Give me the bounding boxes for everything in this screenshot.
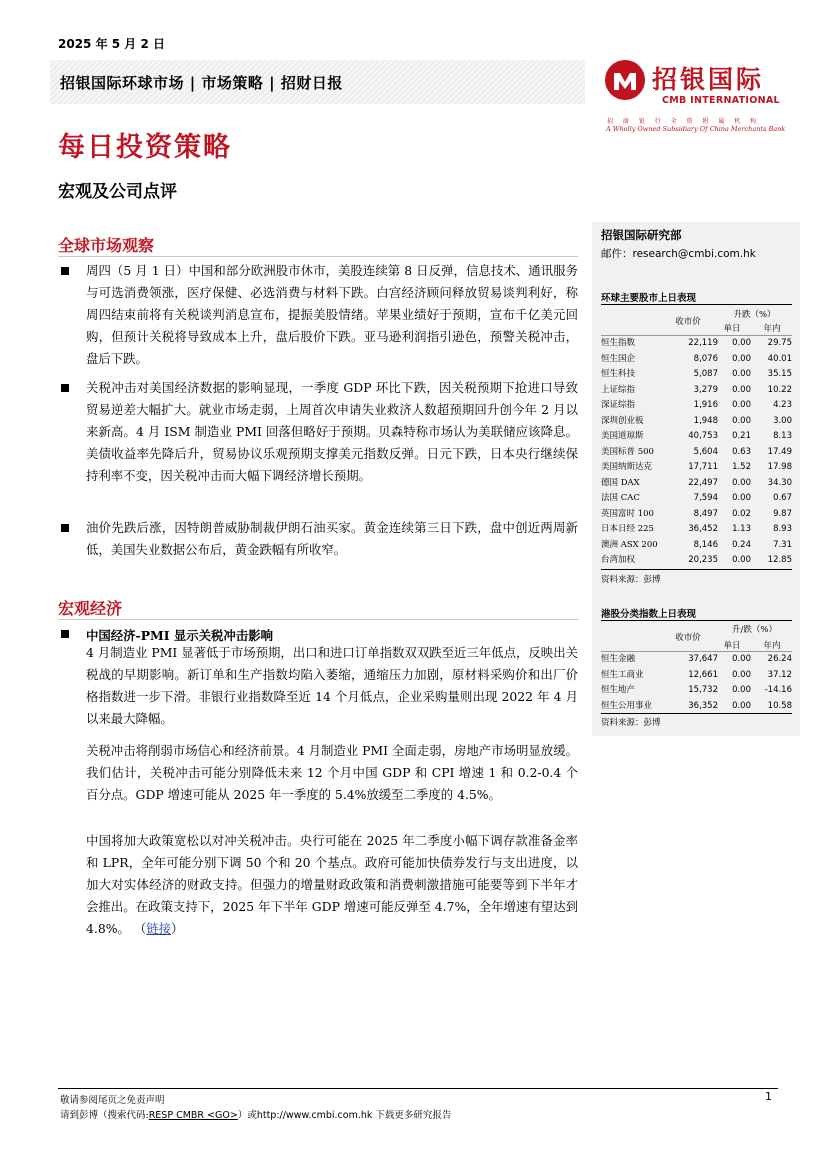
global-bullet-3: 油价先跌后涨，因特朗普威胁制裁伊朗石油买家。黄金连续第三日下跌，盘中创近两周新低，美国失业数据公布后，黄金跌幅有所收窄。 [86, 520, 578, 557]
cell-ytd: 9.87 [773, 508, 792, 519]
macro-paragraph-3-text: 中国将加大政策宽松以对冲关税冲击。央行可能在 2025 年二季度小幅下调存款准备金率和 LPR，全年可能分别下调 50 个和 20 个基点。政府可能加快债券发行与支出进度，以加大对实体经济的财政支持。但强力的增量财政政策和消费刺激措施可能要等到下半年才会推出。在政策支持下，2025 年下半年 GDP 增速可能反弹至 4.7%，全年增速有望达到 4.8%。 [86, 833, 578, 936]
cell-day: 0.00 [732, 369, 751, 379]
report-date: 2025 年 5 月 2 日 [58, 37, 165, 51]
col-change: 升跌（%） [733, 310, 776, 320]
cell-name: 恒生国企 [601, 353, 636, 364]
table-row [601, 476, 792, 492]
table-source: 资料来源：彭博 [601, 718, 661, 728]
table-row [601, 553, 792, 569]
col-ytd: 年内 [763, 641, 781, 651]
bullet-icon [61, 267, 69, 275]
table-row [601, 383, 792, 399]
cell-name: 恒生指数 [601, 338, 636, 348]
cell-close: 22,497 [688, 477, 718, 488]
footer-disclaimer[interactable]: 敬请参阅尾页之免责声明 [60, 1095, 165, 1106]
logo-en: CMB INTERNATIONAL [662, 95, 780, 106]
cell-name: 恒生公用事业 [601, 700, 653, 711]
hk-sector-table-title: 港股分类指数上日表现 [601, 609, 697, 620]
cell-name: 恒生工商业 [601, 669, 644, 680]
cell-day: 0.00 [732, 493, 751, 503]
cell-ytd: 0.67 [773, 493, 792, 503]
table-rule [601, 620, 792, 621]
table-row [601, 699, 792, 715]
cell-close: 37,647 [688, 654, 718, 664]
cell-day: 0.00 [732, 400, 751, 410]
logo-sub-cn: 招 商 银 行 全 资 附 属 机 构 [607, 118, 761, 125]
table-row [601, 367, 792, 383]
cell-name: 日本日经 225 [601, 524, 654, 534]
table-row [601, 522, 792, 538]
header-band-title: 招银国际环球市场 | 市场策略 | 招财日报 [60, 74, 343, 92]
cell-close: 1,948 [693, 415, 718, 426]
col-close: 收市价 [675, 317, 701, 327]
page-number: 1 [765, 1090, 772, 1103]
global-markets-table-title: 环球主要股市上日表现 [601, 293, 697, 304]
cell-name: 上证综指 [601, 384, 636, 395]
bullet-icon [61, 384, 69, 392]
cell-ytd: 35.15 [767, 369, 792, 379]
col-ytd: 年内 [763, 324, 781, 334]
cell-day: 1.13 [732, 524, 751, 534]
table-rule [601, 713, 792, 714]
cell-ytd: 26.24 [767, 654, 792, 664]
page-title: 每日投资策略 [58, 132, 232, 163]
cell-day: 0.00 [732, 338, 751, 348]
cell-close: 12,661 [688, 669, 718, 680]
cell-name: 台湾加权 [601, 555, 636, 565]
cell-name: 澳洲 ASX 200 [601, 539, 658, 550]
cell-close: 5,087 [693, 369, 718, 379]
cell-day: 0.00 [732, 555, 751, 565]
table-row [601, 538, 792, 554]
macro-paragraph-2: 关税冲击将削弱市场信心和经济前景。4 月制造业 PMI 全面走弱，房地产市场明显放缓。我们估计，关税冲击可能分别降低未来 12 个月中国 GDP 和 CPI 增速 1 和 0.2-0.4 个百分点。GDP 增速可能从 2025 年一季度的 5.4%放缓至二季度的 4.5%。 [86, 743, 578, 802]
cell-day: 0.02 [732, 508, 751, 519]
cell-close: 22,119 [688, 338, 718, 348]
cell-day: 0.00 [732, 477, 751, 488]
cell-ytd: 4.23 [773, 400, 792, 410]
table-row [601, 683, 792, 699]
cell-ytd: 8.93 [773, 524, 792, 534]
cell-ytd: 29.75 [767, 338, 792, 348]
macro-item-title: 中国经济-PMI 显示关税冲击影响 [86, 628, 273, 643]
table-row [601, 668, 792, 684]
table-row [601, 414, 792, 430]
table-row [601, 429, 792, 445]
cmbi-logo-icon [605, 60, 645, 100]
cell-close: 40,753 [688, 431, 718, 441]
cell-close: 7,594 [693, 493, 718, 503]
section-heading-global: 全球市场观察 [58, 236, 155, 255]
cell-close: 1,916 [693, 400, 718, 410]
logo-sub-en: A Wholly Owned Subsidiary Of China Merchants Bank [606, 125, 786, 133]
col-change: 升/跌（%） [732, 625, 777, 635]
cell-ytd: 7.31 [773, 539, 792, 550]
cell-name: 美国道琼斯 [601, 431, 644, 441]
cell-ytd: 12.85 [767, 555, 792, 565]
table-row [601, 652, 792, 668]
cell-close: 20,235 [688, 555, 718, 565]
cell-close: 15,732 [688, 685, 718, 695]
table-row [601, 352, 792, 368]
cell-close: 8,497 [693, 508, 718, 519]
global-bullet-2: 关税冲击对美国经济数据的影响显现，一季度 GDP 环比下跌，因关税预期下抢进口导致贸易逆差大幅扩大。就业市场走弱，上周首次申请失业救济人数超预期回升创今年 2 月以来新高。4 月 ISM 制造业 PMI 回落但略好于预期。贝森特称市场认为美联储应该降息。美债收益率先降后升，贸易协议乐观预期支撑美元指数反弹。日元下跌，日本央行继续保持利率不变，因关税冲击而大幅下调经济增长预期。 [86, 380, 578, 483]
contact-email: 邮件：research@cmbi.com.hk [601, 248, 756, 260]
cell-close: 8,076 [693, 353, 718, 364]
cell-close: 17,711 [688, 462, 718, 472]
global-bullet-1: 周四（5 月 1 日）中国和部分欧洲股市休市，美股连续第 8 日反弹，信息技术、通讯服务与可选消费领涨，医疗保健、必选消费与材料下跌。白宫经济顾问释放贸易谈判利好，称周四结束前将有关税谈判消息宣布，提振美股情绪。苹果业绩好于预期，宣布千亿美元回购，但预计关税将导致成本上升，盘后股价下跌。亚马逊利润指引逊色，预警关税冲击，盘后下跌。 [86, 263, 578, 366]
table-row [601, 445, 792, 461]
table-row [601, 398, 792, 414]
cell-ytd: 10.58 [767, 700, 792, 711]
sidebar-panel [592, 222, 800, 736]
cell-ytd: 34.30 [767, 477, 792, 488]
table-row [601, 507, 792, 523]
cell-ytd: 40.01 [767, 353, 792, 364]
cell-day: 0.00 [732, 353, 751, 364]
cell-day: 0.24 [732, 539, 751, 550]
cell-day: 0.00 [732, 654, 751, 664]
footer-rule [58, 1088, 778, 1089]
macro-paragraph-3: 中国将加大政策宽松以对冲关税冲击。央行可能在 2025 年二季度小幅下调存款准备金率和 LPR，全年可能分别下调 50 个和 20 个基点。政府可能加快债券发行与支出进度，以加大对实体经济的财政支持。但强力的增量财政政策和消费刺激措施可能要等到下半年才会推出。在政策支持下，2025 年下半年 GDP 增速可能反弹至 4.7%，全年增速有望达到 4.8%。 （链接） [86, 833, 578, 936]
bloomberg-code: RESP CMBR <GO> [148, 1110, 238, 1121]
cell-name: 英国富时 100 [601, 508, 654, 519]
table-row [601, 491, 792, 507]
section-divider [58, 619, 578, 620]
cell-name: 恒生金融 [601, 654, 636, 664]
cell-name: 恒生地产 [601, 685, 636, 695]
cell-day: 0.63 [732, 446, 751, 457]
cell-ytd: -14.16 [764, 685, 792, 695]
cell-ytd: 37.12 [767, 669, 792, 680]
cell-name: 深圳创业板 [601, 415, 644, 426]
table-row [601, 336, 792, 352]
research-dept-label: 招银国际研究部 [601, 228, 682, 242]
cell-ytd: 3.00 [773, 415, 792, 426]
table-rule [601, 569, 792, 570]
cell-ytd: 17.98 [767, 462, 792, 472]
email-link[interactable]: research@cmbi.com.hk [632, 248, 756, 260]
logo-cn: 招银国际 [652, 65, 765, 94]
cell-name: 恒生科技 [601, 369, 636, 379]
cell-day: 0.00 [732, 415, 751, 426]
bullet-icon [61, 630, 69, 638]
cell-ytd: 17.49 [767, 446, 792, 457]
cell-day: 0.21 [732, 431, 751, 441]
cell-ytd: 8.13 [773, 431, 792, 441]
table-rule [601, 304, 792, 305]
cell-day: 0.00 [732, 384, 751, 395]
cell-name: 美国标普 500 [601, 446, 654, 457]
cell-name: 法国 CAC [601, 493, 640, 503]
macro-paragraph-1: 4 月制造业 PMI 显著低于市场预期，出口和进口订单指数双双跌至近三年低点，反映出关税战的早期影响。新订单和生产指数均陷入萎缩，通缩压力加剧，原材料采购价和出厂价格指数进一步下滑。非银行业指数降至近 14 个月低点，企业采购量则出现 2022 年 4 月以来最大降幅。 [86, 645, 578, 726]
website-link[interactable]: http://www.cmbi.com.hk [256, 1110, 373, 1121]
cell-name: 美国纳斯达克 [601, 462, 653, 472]
cell-close: 5,604 [693, 446, 718, 457]
cell-close: 36,352 [688, 700, 718, 711]
cell-day: 1.52 [732, 462, 751, 472]
section-heading-macro: 宏观经济 [58, 599, 123, 618]
cell-close: 8,146 [693, 539, 718, 550]
page-subtitle: 宏观及公司点评 [58, 182, 177, 202]
source-link[interactable]: 链接 [146, 921, 171, 936]
cell-day: 0.00 [732, 685, 751, 695]
cell-ytd: 10.22 [767, 384, 792, 395]
section-divider [58, 256, 578, 257]
cell-close: 3,279 [693, 384, 718, 395]
cell-close: 36,452 [688, 524, 718, 534]
cell-name: 深证综指 [601, 400, 636, 410]
col-day: 单日 [723, 324, 741, 334]
col-close: 收市价 [675, 633, 701, 643]
table-source: 资料来源：彭博 [601, 575, 661, 585]
cell-day: 0.00 [732, 700, 751, 711]
footer-contact: 请到彭博（搜索代码:RESP CMBR <GO>）或http://www.cmbi.com.hk 下载更多研究报告 [60, 1110, 452, 1121]
cell-day: 0.00 [732, 669, 751, 680]
bullet-icon [61, 524, 69, 532]
cell-name: 德国 DAX [601, 477, 640, 488]
table-row [601, 460, 792, 476]
col-day: 单日 [723, 641, 741, 651]
